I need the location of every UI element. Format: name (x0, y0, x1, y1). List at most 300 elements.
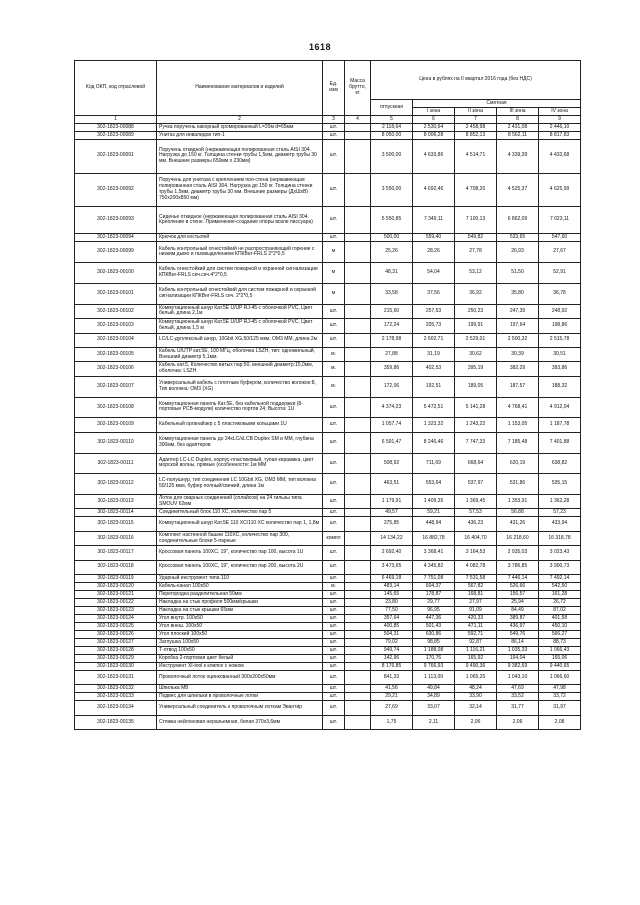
mass-cell (345, 647, 371, 655)
price-zone-2: 9 490,36 (455, 663, 497, 671)
price-zone-4: 433,94 (539, 517, 581, 531)
product-code: 302-1823-00124 (75, 615, 157, 623)
product-name: Кроссовая панель 100XC, 19", количество пар 100, высота 1U (157, 546, 323, 560)
product-name: Универсальный соединитель к проволочным лоткам Эвантир (157, 701, 323, 715)
unit-cell: шт. (323, 546, 345, 560)
table-row (75, 517, 581, 531)
product-code: 302-1823-00116 (75, 531, 157, 545)
price-zone-3: 16 218,60 (497, 531, 539, 545)
price-release: 400,85 (371, 623, 413, 631)
price-zone-1: 34,89 (413, 693, 455, 701)
table-row (75, 631, 581, 639)
price-zone-4: 16 318,78 (539, 531, 581, 545)
price-zone-1: 5 472,51 (413, 397, 455, 418)
price-zone-2: 30,62 (455, 347, 497, 361)
price-zone-2: 1 065,25 (455, 671, 497, 685)
price-zone-3: 549,76 (497, 631, 539, 639)
price-zone-3: 382,29 (497, 362, 539, 376)
product-code: 302-1823-00091 (75, 140, 157, 174)
price-table (74, 60, 581, 730)
page-number: 1618 (308, 42, 332, 52)
price-release: 2 178,98 (371, 333, 413, 347)
product-code: 302-1823-00113 (75, 495, 157, 509)
price-zone-1: 630,86 (413, 631, 455, 639)
column-index: 6 (413, 116, 455, 124)
price-zone-2: 250,23 (455, 304, 497, 318)
product-code: 302-1823-00107 (75, 376, 157, 397)
price-zone-2: 3 164,53 (455, 546, 497, 560)
price-zone-1: 604,37 (413, 583, 455, 591)
price-release: 33,58 (371, 283, 413, 304)
price-zone-4: 188,32 (539, 376, 581, 397)
price-zone-1: 4 345,82 (413, 560, 455, 574)
price-zone-2: 471,11 (455, 623, 497, 631)
unit-cell: м (323, 263, 345, 284)
price-zone-3: 389,87 (497, 615, 539, 623)
header-unit: Ед. изм (323, 61, 345, 116)
table-row (75, 623, 581, 631)
price-zone-4: 4 912,04 (539, 397, 581, 418)
price-release: 172,06 (371, 376, 413, 397)
product-name: Соединительный блок 110 XC, количество пар 5 (157, 509, 323, 517)
price-zone-1: 3 368,41 (413, 546, 455, 560)
price-zone-4: 4 433,68 (539, 140, 581, 174)
price-zone-2: 33,90 (455, 693, 497, 701)
unit-cell: м. (323, 583, 345, 591)
table-row (75, 242, 581, 263)
price-release: 359,86 (371, 362, 413, 376)
price-zone-2: 436,23 (455, 517, 497, 531)
table-row (75, 671, 581, 685)
price-zone-4: 547,60 (539, 234, 581, 242)
unit-cell: шт. (323, 140, 345, 174)
table-row (75, 263, 581, 284)
price-release: 2 692,40 (371, 546, 413, 560)
product-code: 302-1823-00115 (75, 517, 157, 531)
table-row (75, 685, 581, 693)
product-name: Комплект настенной башни 110XC, количество пар 300, соединительные блоки 5-парные (157, 531, 323, 545)
price-zone-2: 2 529,01 (455, 333, 497, 347)
price-release: 41,56 (371, 685, 413, 693)
table-row (75, 583, 581, 591)
table-row (75, 333, 581, 347)
price-release: 841,33 (371, 671, 413, 685)
price-release: 6 469,18 (371, 575, 413, 583)
price-release: 145,65 (371, 591, 413, 599)
price-zone-3: 9 382,69 (497, 663, 539, 671)
price-zone-2: 8 852,13 (455, 132, 497, 140)
price-zone-1: 257,53 (413, 304, 455, 318)
price-zone-3: 2 431,08 (497, 124, 539, 132)
product-code: 302-1823-00119 (75, 575, 157, 583)
mass-cell (345, 639, 371, 647)
price-zone-2: 537,97 (455, 474, 497, 495)
price-zone-3: 3 786,85 (497, 560, 539, 574)
product-code: 302-1823-00099 (75, 242, 157, 263)
product-name: Кабельный органайзер с 5 пластиковыми кольцами 1U (157, 418, 323, 432)
mass-cell (345, 575, 371, 583)
table-row (75, 304, 581, 318)
mass-cell (345, 685, 371, 693)
price-zone-3: 1 043,10 (497, 671, 539, 685)
price-zone-3: 4 768,41 (497, 397, 539, 418)
price-zone-1: 7 349,11 (413, 207, 455, 234)
mass-cell (345, 531, 371, 545)
unit-cell: шт. (323, 591, 345, 599)
price-release: 8 176,85 (371, 663, 413, 671)
product-name: Кабель контрольный огнестойкий для систем пожарной и охранной сигнализации КПКВнг-FRLS сеч. 2*2*0,5 (157, 283, 323, 304)
price-zone-4: 27,67 (539, 242, 581, 263)
mass-cell (345, 474, 371, 495)
price-zone-3: 7 185,48 (497, 432, 539, 453)
price-release: 5 550,85 (371, 207, 413, 234)
product-name: LC-полушнур, тип соединения LC 10Gbit XG, OM3 MM, тип волокна 50/125 мкм, буфер полный/свежий, длина 1м (157, 474, 323, 495)
price-zone-2: 395,19 (455, 362, 497, 376)
product-name: Кабель контрольный огнестойкий не распространяющий горение с низким дымо и газовыделением КПКВнг-FRLS 2*2*0,5 (157, 242, 323, 263)
price-zone-2: 549,82 (455, 234, 497, 242)
price-zone-3: 26,93 (497, 242, 539, 263)
unit-cell: шт. (323, 509, 345, 517)
unit-cell: шт. (323, 701, 345, 715)
price-zone-4: 198,86 (539, 319, 581, 333)
price-zone-1: 205,73 (413, 319, 455, 333)
mass-cell (345, 517, 371, 531)
product-code: 302-1823-00134 (75, 701, 157, 715)
price-release: 4 374,23 (371, 397, 413, 418)
product-name: Угол внутр. 100x50 (157, 615, 323, 623)
price-release: 23,80 (371, 599, 413, 607)
unit-cell: шт. (323, 623, 345, 631)
price-zone-4: 7 401,88 (539, 432, 581, 453)
price-zone-1: 192,51 (413, 376, 455, 397)
table-row (75, 234, 581, 242)
product-code: 302-1823-00128 (75, 647, 157, 655)
table-body (75, 124, 581, 730)
mass-cell (345, 701, 371, 715)
price-zone-3: 25,94 (497, 599, 539, 607)
price-zone-1: 96,95 (413, 607, 455, 615)
mass-cell (345, 347, 371, 361)
mass-cell (345, 453, 371, 474)
price-zone-1: 2,11 (413, 715, 455, 729)
price-zone-3: 84,49 (497, 607, 539, 615)
table-row (75, 647, 581, 655)
table-row (75, 347, 581, 361)
product-code: 302-1823-00118 (75, 560, 157, 574)
price-release: 463,51 (371, 474, 413, 495)
price-zone-3: 47,69 (497, 685, 539, 693)
price-zone-4: 1 187,78 (539, 418, 581, 432)
product-code: 302-1823-00088 (75, 124, 157, 132)
price-zone-3: 247,39 (497, 304, 539, 318)
column-index: 5 (371, 116, 413, 124)
price-zone-2: 1 243,22 (455, 418, 497, 432)
mass-cell (345, 124, 371, 132)
price-zone-4: 52,91 (539, 263, 581, 284)
table-row (75, 132, 581, 140)
product-name: Коммутационный шнур Кат.5Е 110 XC/110 XC количество пар 1, 1,8м (157, 517, 323, 531)
unit-cell: шт. (323, 715, 345, 729)
price-zone-4: 161,28 (539, 591, 581, 599)
product-code: 302-1823-00127 (75, 639, 157, 647)
price-zone-1: 2 602,71 (413, 333, 455, 347)
mass-cell (345, 623, 371, 631)
unit-cell: шт. (323, 495, 345, 509)
price-zone-1: 178,87 (413, 591, 455, 599)
price-release: 48,31 (371, 263, 413, 284)
price-zone-1: 1 409,35 (413, 495, 455, 509)
price-release: 79,02 (371, 639, 413, 647)
price-zone-3: 33,52 (497, 693, 539, 701)
price-release: 357,64 (371, 615, 413, 623)
price-zone-4: 535,15 (539, 474, 581, 495)
price-zone-4: 33,72 (539, 693, 581, 701)
price-zone-4: 2,08 (539, 715, 581, 729)
price-zone-2: 7 100,13 (455, 207, 497, 234)
price-zone-2: 4 708,20 (455, 173, 497, 207)
unit-cell: шт. (323, 631, 345, 639)
price-zone-4: 165,06 (539, 655, 581, 663)
column-index-row (75, 116, 581, 124)
mass-cell (345, 631, 371, 639)
unit-cell: шт. (323, 173, 345, 207)
price-zone-3: 4 525,37 (497, 173, 539, 207)
price-zone-1: 37,56 (413, 283, 455, 304)
product-code: 302-1823-00114 (75, 509, 157, 517)
price-zone-2: 592,71 (455, 631, 497, 639)
unit-cell: шт. (323, 517, 345, 531)
price-zone-3: 51,50 (497, 263, 539, 284)
price-zone-3: 1 353,91 (497, 495, 539, 509)
table-row (75, 140, 581, 174)
price-zone-2: 5 141,28 (455, 397, 497, 418)
price-zone-1: 1 323,32 (413, 418, 455, 432)
table-row (75, 531, 581, 545)
mass-cell (345, 615, 371, 623)
price-zone-2: 567,82 (455, 583, 497, 591)
product-name: Перегородка разделительная 50мм (157, 591, 323, 599)
price-zone-4: 393,86 (539, 362, 581, 376)
table-row (75, 509, 581, 517)
price-zone-1: 1 188,08 (413, 647, 455, 655)
price-zone-1: 7 751,08 (413, 575, 455, 583)
price-release: 500,00 (371, 234, 413, 242)
price-zone-4: 638,82 (539, 453, 581, 474)
product-name: Стяжка нейлоновая неразъемная, белая 370x3,6мм (157, 715, 323, 729)
unit-cell: м. (323, 347, 345, 361)
product-code: 302-1823-00135 (75, 715, 157, 729)
product-name: Шпилька М8 (157, 685, 323, 693)
product-code: 302-1823-00132 (75, 685, 157, 693)
product-name: Угол внеш. 100x50 (157, 623, 323, 631)
table-row (75, 575, 581, 583)
mass-cell (345, 234, 371, 242)
product-name: Накладка на стык профиля 500мм/крышки (157, 599, 323, 607)
table-row (75, 207, 581, 234)
price-zone-1: 501,43 (413, 623, 455, 631)
table-row (75, 715, 581, 729)
table-row (75, 591, 581, 599)
price-zone-4: 7 023,11 (539, 207, 581, 234)
mass-cell (345, 607, 371, 615)
price-zone-2: 36,92 (455, 283, 497, 304)
mass-cell (345, 242, 371, 263)
product-code: 302-1823-00093 (75, 207, 157, 234)
product-name: Т-отвод 100x50 (157, 647, 323, 655)
mass-cell (345, 715, 371, 729)
price-zone-4: 2 446,10 (539, 124, 581, 132)
product-code: 302-1823-00111 (75, 453, 157, 474)
price-zone-3: 8 562,11 (497, 132, 539, 140)
price-zone-4: 88,73 (539, 639, 581, 647)
mass-cell (345, 693, 371, 701)
header-zone-1: I зона (413, 108, 455, 116)
price-zone-1: 31,19 (413, 347, 455, 361)
price-zone-2: 168,81 (455, 591, 497, 599)
price-zone-1: 170,76 (413, 655, 455, 663)
product-code: 302-1823-00117 (75, 546, 157, 560)
unit-cell: шт. (323, 663, 345, 671)
price-zone-3: 6 862,09 (497, 207, 539, 234)
header-name: Наименование материалов и изделий (157, 61, 323, 116)
product-name: Коммутационный шнур Кат.5Е U/UP RJ-45 с оболочкой PVC, Цвет белый, длина 2,1м (157, 304, 323, 318)
product-code: 302-1823-00130 (75, 663, 157, 671)
product-name: Поручень для унитаза с креплением пол-стена (нержавеющая полированная сталь AISI 304. Нагрузка до 150 кг. Толщина стенки трубы 1,5мм, диаметр трубы 30 мм. Внешние размеры (ДxШxВ) 750x200x850 мм) (157, 173, 323, 207)
product-name: Подвес для шпильки в проволочные лотки (157, 693, 323, 701)
price-zone-1: 402,53 (413, 362, 455, 376)
unit-cell: шт. (323, 124, 345, 132)
product-name: Кроссовая панель 100XC, 19", количество пар 200, высота 2U (157, 560, 323, 574)
unit-cell: м. (323, 362, 345, 376)
price-zone-1: 4 633,86 (413, 140, 455, 174)
product-code: 302-1823-00112 (75, 474, 157, 495)
product-code: 302-1823-00104 (75, 333, 157, 347)
product-name: Сиденье откидное (нержавеющая полированная сталь AISI 304. Крепление в стене. Применение-создание опоры возле писсуара) (157, 207, 323, 234)
unit-cell: шт. (323, 575, 345, 583)
product-code: 302-1823-00131 (75, 671, 157, 685)
price-zone-1: 29,77 (413, 599, 455, 607)
price-zone-3: 86,14 (497, 639, 539, 647)
product-name: Заглушка 100x50 (157, 639, 323, 647)
column-index: 3 (323, 116, 345, 124)
column-index: 4 (345, 116, 371, 124)
product-code: 302-1823-00122 (75, 599, 157, 607)
price-zone-1: 448,94 (413, 517, 455, 531)
product-name: Адаптер LC-LC Duplex, корпус-пластиковый, тупая керамика, цвет морской волны, прямые (особенности: 1м MM (157, 453, 323, 474)
price-zone-3: 533,65 (497, 234, 539, 242)
product-name: Унитаз для инвалидов тип-1 (157, 132, 323, 140)
unit-cell: шт. (323, 132, 345, 140)
price-zone-4: 1 066,43 (539, 647, 581, 655)
price-zone-4: 542,50 (539, 583, 581, 591)
price-zone-3: 187,57 (497, 376, 539, 397)
product-name: Коммутационная панель Кат.5Е, без кабельной поддержки (8-портовые PCB-модули) количество портов 24; Высота: 1U (157, 397, 323, 418)
header-zone-4: IV зона (539, 108, 581, 116)
price-zone-2: 2,06 (455, 715, 497, 729)
mass-cell (345, 283, 371, 304)
price-zone-3: 30,39 (497, 347, 539, 361)
price-zone-4: 87,02 (539, 607, 581, 615)
unit-cell: шт. (323, 607, 345, 615)
unit-cell: шт. (323, 333, 345, 347)
product-code: 302-1823-00120 (75, 583, 157, 591)
table-row (75, 397, 581, 418)
price-release: 8 050,00 (371, 132, 413, 140)
table-row (75, 546, 581, 560)
mass-cell (345, 560, 371, 574)
price-zone-2: 1 369,45 (455, 495, 497, 509)
product-name: Накладка на стык крышки 65мм (157, 607, 323, 615)
mass-cell (345, 304, 371, 318)
unit-cell: шт. (323, 418, 345, 432)
product-name: Универсальный кабель с плотным буфером, количество волокон:8, Тип волокна: OM3 (XG) (157, 376, 323, 397)
product-code: 302-1823-00109 (75, 418, 157, 432)
price-zone-3: 436,97 (497, 623, 539, 631)
product-name: Инструмент XI-tool к клипсе с ножом (157, 663, 323, 671)
price-zone-3: 35,80 (497, 283, 539, 304)
price-zone-2: 4 082,78 (455, 560, 497, 574)
mass-cell (345, 583, 371, 591)
price-release: 3 550,00 (371, 173, 413, 207)
price-zone-2: 7 747,33 (455, 432, 497, 453)
price-zone-2: 4 514,71 (455, 140, 497, 174)
price-zone-4: 566,27 (539, 631, 581, 639)
price-release: 508,92 (371, 453, 413, 474)
price-zone-3: 164,04 (497, 655, 539, 663)
product-name: Кабель U/UTP кат.5Е, 100 МГц, оболочка LSZH, тип: одножильный, Внешний диаметр 5,1мм. (157, 347, 323, 361)
column-index: 7 (455, 116, 497, 124)
product-code: 302-1823-00094 (75, 234, 157, 242)
mass-cell (345, 376, 371, 397)
price-release: 25,26 (371, 242, 413, 263)
product-code: 302-1823-00125 (75, 623, 157, 631)
price-zone-2: 668,64 (455, 453, 497, 474)
product-code: 302-1823-00126 (75, 631, 157, 639)
table-row (75, 124, 581, 132)
price-zone-2: 27,78 (455, 242, 497, 263)
unit-cell: шт. (323, 693, 345, 701)
mass-cell (345, 263, 371, 284)
price-zone-4: 1 362,28 (539, 495, 581, 509)
product-code: 302-1823-00092 (75, 173, 157, 207)
product-name: Крючок для костылей (157, 234, 323, 242)
price-release: 3 500,00 (371, 140, 413, 174)
product-code: 302-1823-00102 (75, 304, 157, 318)
price-zone-4: 7 492,14 (539, 575, 581, 583)
unit-cell: шт. (323, 207, 345, 234)
mass-cell (345, 599, 371, 607)
header-estimate: Сметная (413, 100, 581, 108)
mass-cell (345, 397, 371, 418)
price-zone-1: 1 113,09 (413, 671, 455, 685)
price-zone-4: 9 440,65 (539, 663, 581, 671)
mass-cell (345, 333, 371, 347)
price-release: 27,88 (371, 347, 413, 361)
mass-cell (345, 207, 371, 234)
mass-cell (345, 671, 371, 685)
mass-cell (345, 362, 371, 376)
price-zone-4: 36,78 (539, 283, 581, 304)
price-zone-4: 3 900,73 (539, 560, 581, 574)
table-row (75, 319, 581, 333)
price-release: 3 473,65 (371, 560, 413, 574)
table-row (75, 283, 581, 304)
price-zone-3: 2 500,32 (497, 333, 539, 347)
price-zone-4: 31,97 (539, 701, 581, 715)
price-release: 6 591,47 (371, 432, 413, 453)
column-index: 2 (157, 116, 323, 124)
price-zone-2: 57,53 (455, 509, 497, 517)
